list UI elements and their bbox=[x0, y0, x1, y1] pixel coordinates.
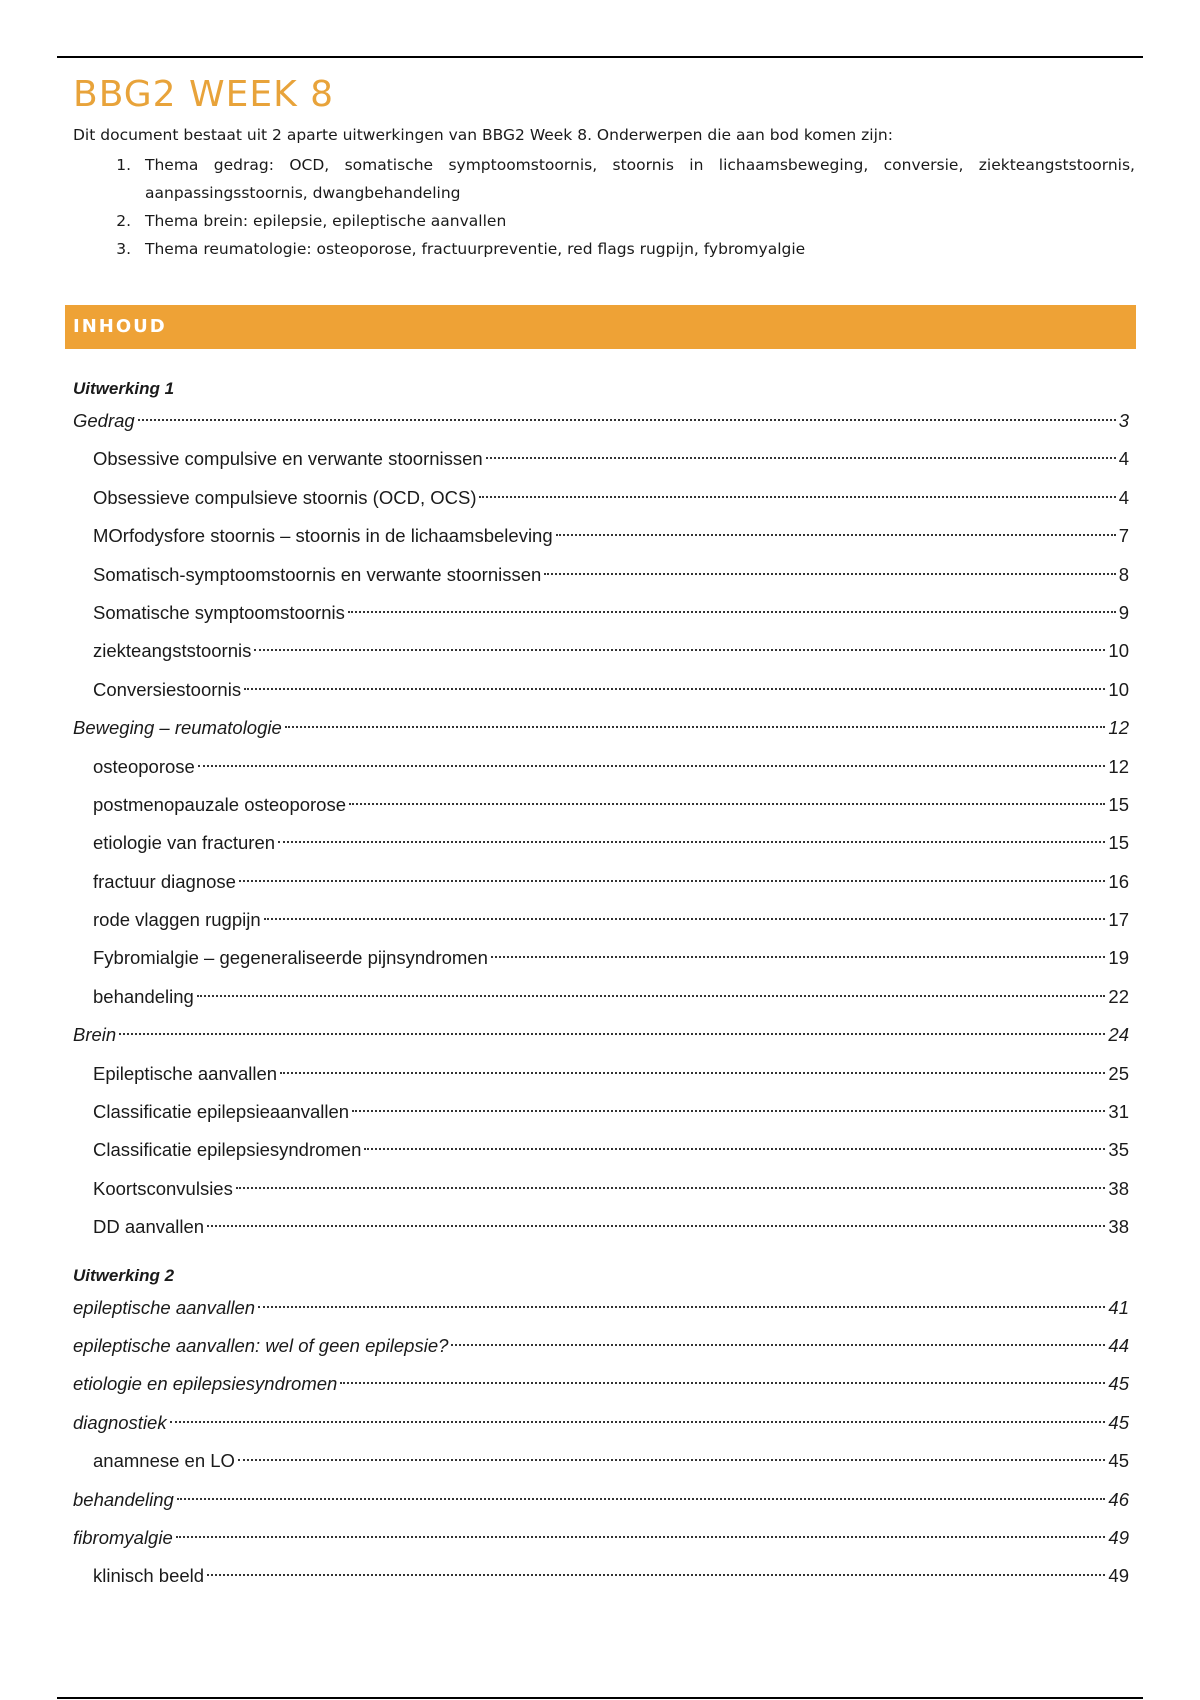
toc-leader-dots bbox=[239, 880, 1105, 882]
toc-entry[interactable] bbox=[73, 440, 1129, 478]
toc-entry-page: 9 bbox=[1118, 601, 1129, 623]
contents-banner-label: INHOUD bbox=[73, 316, 167, 337]
toc-entry-label: epileptische aanvallen bbox=[73, 1296, 256, 1318]
toc-entry[interactable] bbox=[73, 594, 1129, 632]
toc-leader-dots bbox=[264, 918, 1106, 920]
toc-entry-page: 3 bbox=[1118, 410, 1129, 431]
toc-leader-dots bbox=[197, 995, 1106, 997]
toc-entry[interactable] bbox=[73, 939, 1129, 977]
toc-leader-dots bbox=[352, 1110, 1105, 1112]
toc-entry[interactable] bbox=[73, 1442, 1129, 1480]
toc-entry-label: epileptische aanvallen: wel of geen epilepsie? bbox=[73, 1334, 449, 1356]
toc-entry-page: 35 bbox=[1108, 1139, 1129, 1161]
toc-entry-page: 31 bbox=[1108, 1101, 1129, 1123]
toc-entry-page: 45 bbox=[1108, 1373, 1129, 1395]
toc-entry-label: diagnostiek bbox=[73, 1411, 167, 1433]
toc-entry-page: 8 bbox=[1118, 563, 1129, 585]
toc-entry-page: 41 bbox=[1108, 1296, 1129, 1318]
toc-entry[interactable] bbox=[73, 556, 1129, 594]
toc-entry-label: fibromyalgie bbox=[73, 1526, 173, 1548]
toc-entry-page: 4 bbox=[1118, 448, 1129, 470]
toc-entry-page: 25 bbox=[1108, 1062, 1129, 1084]
toc-leader-dots bbox=[340, 1382, 1105, 1384]
toc-entry[interactable] bbox=[73, 1131, 1129, 1169]
toc-leader-dots bbox=[138, 419, 1116, 421]
toc-entry-label: etiologie van fracturen bbox=[93, 832, 276, 854]
toc-leader-dots bbox=[236, 1187, 1106, 1189]
toc-entry-page: 12 bbox=[1108, 755, 1129, 777]
toc-leader-dots bbox=[278, 841, 1105, 843]
toc-leader-dots bbox=[177, 1498, 1106, 1500]
toc-entry[interactable] bbox=[73, 1170, 1129, 1208]
toc-leader-dots bbox=[119, 1033, 1105, 1035]
toc-entry-page: 45 bbox=[1108, 1411, 1129, 1433]
page-title: BBG2 WEEK 8 bbox=[73, 74, 335, 115]
toc-entry-label: osteoporose bbox=[93, 755, 195, 777]
topic-number: 1. bbox=[116, 156, 131, 175]
topic-number: 3. bbox=[116, 240, 131, 259]
toc-leader-dots bbox=[176, 1536, 1106, 1538]
toc-entry-label: Fybromialgie – gegeneraliseerde pijnsyndromen bbox=[93, 947, 488, 969]
toc-section-heading: Uitwerking 1 bbox=[73, 379, 175, 398]
toc-entry-page: 45 bbox=[1108, 1450, 1129, 1472]
toc-entry-label: rode vlaggen rugpijn bbox=[93, 909, 261, 931]
topic-item bbox=[73, 151, 1137, 207]
toc-entry[interactable] bbox=[73, 1327, 1129, 1365]
toc-entry[interactable] bbox=[73, 901, 1129, 939]
toc-entry[interactable] bbox=[73, 1557, 1129, 1595]
topic-number: 2. bbox=[116, 212, 131, 231]
topic-text: Thema brein: epilepsie, epileptische aanvallen bbox=[145, 212, 507, 231]
toc-entry[interactable] bbox=[73, 1519, 1129, 1557]
toc-leader-dots bbox=[207, 1225, 1105, 1227]
toc-leader-dots bbox=[198, 765, 1106, 767]
toc-entry-label: fractuur diagnose bbox=[93, 870, 236, 892]
toc-entry-page: 7 bbox=[1118, 525, 1129, 547]
toc-entry[interactable] bbox=[73, 1055, 1129, 1093]
toc-entry[interactable] bbox=[73, 786, 1129, 824]
toc-entry-label: Beweging – reumatologie bbox=[73, 717, 282, 739]
toc-entry-label: Somatische symptoomstoornis bbox=[93, 601, 345, 623]
toc-entry-page: 38 bbox=[1108, 1177, 1129, 1199]
toc-entry-label: klinisch beeld bbox=[93, 1565, 205, 1587]
toc-entry[interactable] bbox=[73, 402, 1129, 440]
toc-entry[interactable] bbox=[73, 479, 1129, 517]
toc-entry[interactable] bbox=[73, 1208, 1129, 1246]
toc-entry-label: MOrfodysfore stoornis – stoornis in de lichaamsbeleving bbox=[93, 525, 553, 547]
toc-entry[interactable] bbox=[73, 1289, 1129, 1327]
toc-entry-page: 17 bbox=[1108, 909, 1129, 931]
toc-leader-dots bbox=[491, 956, 1106, 958]
toc-entry-page: 49 bbox=[1108, 1526, 1129, 1548]
toc-entry[interactable] bbox=[73, 1093, 1129, 1131]
toc-leader-dots bbox=[486, 457, 1116, 459]
document-header bbox=[73, 74, 1137, 263]
toc-entry-label: Koortsconvulsies bbox=[93, 1177, 233, 1199]
toc-leader-dots bbox=[258, 1306, 1105, 1308]
table-of-contents bbox=[73, 376, 1129, 1596]
toc-entry[interactable] bbox=[73, 748, 1129, 786]
toc-part-2 bbox=[73, 1289, 1129, 1596]
toc-leader-dots bbox=[238, 1459, 1105, 1461]
toc-entry-label: behandeling bbox=[93, 985, 194, 1007]
toc-entry-page: 10 bbox=[1108, 640, 1129, 662]
toc-entry[interactable] bbox=[73, 709, 1129, 747]
topic-text: Thema reumatologie: osteoporose, fractuurpreventie, red flags rugpijn, fybromyalgie bbox=[145, 240, 806, 259]
toc-leader-dots bbox=[170, 1421, 1106, 1423]
toc-entry-page: 16 bbox=[1108, 870, 1129, 892]
toc-entry-label: postmenopauzale osteoporose bbox=[93, 793, 347, 815]
toc-entry[interactable] bbox=[73, 1016, 1129, 1054]
topic-list bbox=[73, 151, 1137, 263]
contents-banner bbox=[65, 305, 1136, 349]
toc-leader-dots bbox=[280, 1072, 1105, 1074]
toc-entry[interactable] bbox=[73, 517, 1129, 555]
toc-leader-dots bbox=[348, 611, 1116, 613]
bottom-rule bbox=[57, 1697, 1143, 1699]
toc-entry-page: 10 bbox=[1108, 678, 1129, 700]
toc-leader-dots bbox=[207, 1574, 1105, 1576]
toc-entry-label: Obsessieve compulsieve stoornis (OCD, OCS) bbox=[93, 486, 477, 508]
toc-entry-label: Conversiestoornis bbox=[93, 678, 242, 700]
topic-item bbox=[73, 235, 1137, 263]
toc-entry[interactable] bbox=[73, 978, 1129, 1016]
toc-entry-page: 49 bbox=[1108, 1565, 1129, 1587]
toc-entry-label: Obsessive compulsive en verwante stoornissen bbox=[93, 448, 483, 470]
toc-entry-label: behandeling bbox=[73, 1488, 174, 1510]
toc-leader-dots bbox=[544, 573, 1115, 575]
toc-section-heading: Uitwerking 2 bbox=[73, 1265, 175, 1285]
toc-leader-dots bbox=[479, 496, 1115, 498]
toc-entry[interactable] bbox=[73, 824, 1129, 862]
top-rule bbox=[57, 56, 1143, 58]
toc-entry-label: Gedrag bbox=[73, 410, 135, 431]
toc-entry-label: DD aanvallen bbox=[93, 1216, 205, 1238]
toc-entry-label: Brein bbox=[73, 1024, 117, 1046]
toc-entry-page: 44 bbox=[1108, 1334, 1129, 1356]
toc-leader-dots bbox=[364, 1148, 1105, 1150]
toc-entry-page: 12 bbox=[1108, 717, 1129, 739]
toc-leader-dots bbox=[244, 688, 1105, 690]
toc-leader-dots bbox=[285, 726, 1106, 728]
toc-part-1 bbox=[73, 402, 1129, 1247]
toc-entry[interactable] bbox=[73, 1481, 1129, 1519]
toc-entry-page: 4 bbox=[1118, 486, 1129, 508]
intro-text: Dit document bestaat uit 2 aparte uitwerkingen van BBG2 Week 8. Onderwerpen die aan bod komen zijn: bbox=[73, 126, 893, 145]
toc-entry[interactable] bbox=[73, 863, 1129, 901]
toc-entry-page: 46 bbox=[1108, 1488, 1129, 1510]
toc-entry[interactable] bbox=[73, 671, 1129, 709]
toc-leader-dots bbox=[349, 803, 1105, 805]
toc-entry-label: Classificatie epilepsieaanvallen bbox=[93, 1101, 350, 1123]
toc-entry-label: Classificatie epilepsiesyndromen bbox=[93, 1139, 362, 1161]
toc-entry-page: 19 bbox=[1108, 947, 1129, 969]
toc-leader-dots bbox=[451, 1344, 1105, 1346]
toc-entry-label: Epileptische aanvallen bbox=[93, 1062, 278, 1084]
toc-entry-page: 38 bbox=[1108, 1216, 1129, 1238]
toc-entry-page: 22 bbox=[1108, 985, 1129, 1007]
toc-entry-label: ziekteangststoornis bbox=[93, 640, 252, 662]
toc-entry-label: etiologie en epilepsiesyndromen bbox=[73, 1373, 338, 1395]
toc-entry[interactable] bbox=[73, 632, 1129, 670]
toc-leader-dots bbox=[254, 649, 1105, 651]
toc-leader-dots bbox=[556, 534, 1116, 536]
toc-entry[interactable] bbox=[73, 1365, 1129, 1403]
topic-text: Thema gedrag: OCD, somatische symptoomstoornis, stoornis in lichaamsbeweging, conversie, ziekteangststoornis, aanpassingsstoornis, dwangbehandeling bbox=[145, 156, 1135, 203]
toc-entry-label: anamnese en LO bbox=[93, 1450, 235, 1472]
toc-entry[interactable] bbox=[73, 1404, 1129, 1442]
toc-entry-label: Somatisch-symptoomstoornis en verwante stoornissen bbox=[93, 563, 542, 585]
toc-entry-page: 24 bbox=[1108, 1024, 1129, 1046]
toc-entry-page: 15 bbox=[1108, 793, 1129, 815]
toc-entry-page: 15 bbox=[1108, 832, 1129, 854]
topic-item bbox=[73, 207, 1137, 235]
